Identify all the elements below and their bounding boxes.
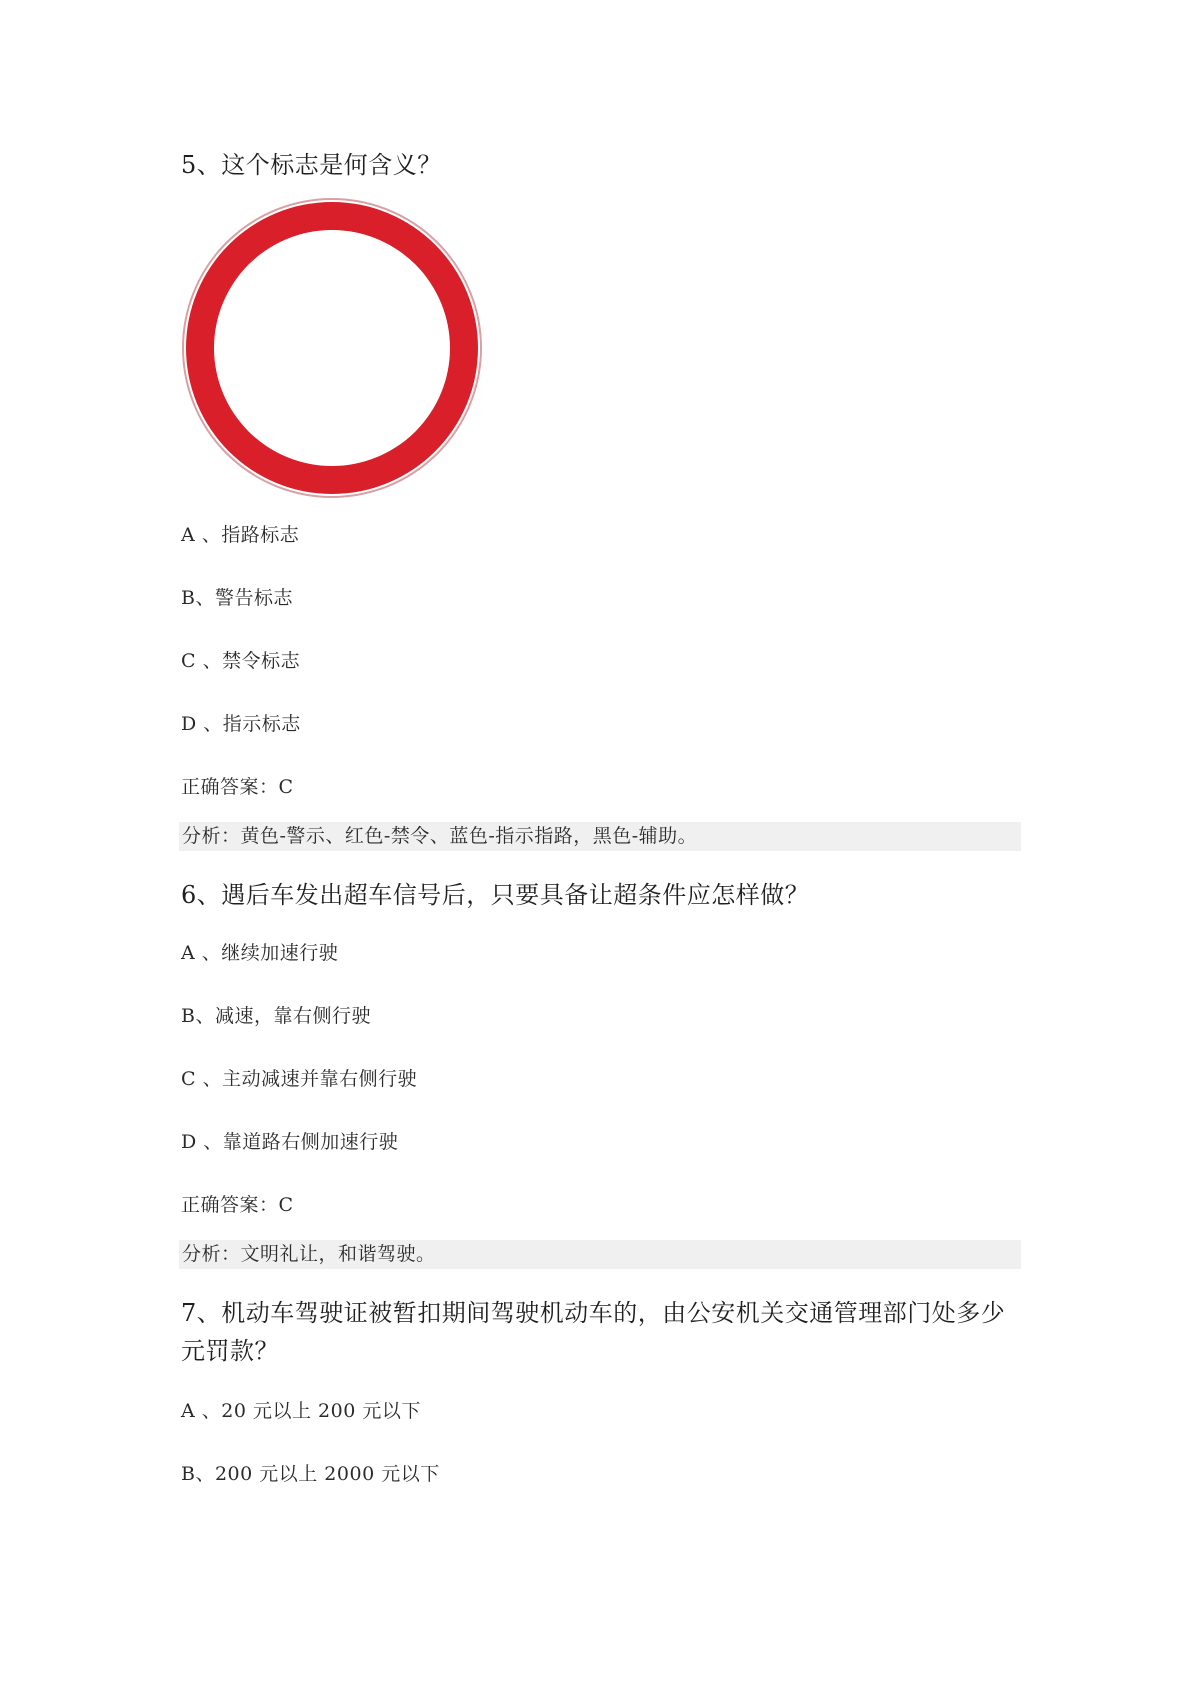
question-6-analysis: 分析：文明礼让，和谐驾驶。	[179, 1240, 1021, 1269]
question-5-title: 5、这个标志是何含义？	[181, 151, 442, 179]
question-5-option-c[interactable]: C 、禁令标志	[181, 650, 301, 672]
question-5-option-d[interactable]: D 、指示标志	[181, 713, 301, 735]
question-5-answer: 正确答案：C	[181, 776, 294, 798]
question-6-option-b[interactable]: B、减速，靠右侧行驶	[181, 1005, 371, 1027]
question-6-option-a[interactable]: A 、继续加速行驶	[181, 942, 339, 964]
question-7-title: 7、机动车驾驶证被暂扣期间驾驶机动车的，由公安机关交通管理部门处多少元罚款？	[181, 1299, 1006, 1365]
question-6-option-d[interactable]: D 、靠道路右侧加速行驶	[181, 1131, 399, 1153]
question-6-option-c[interactable]: C 、主动减速并靠右侧行驶	[181, 1068, 418, 1090]
prohibition-sign-icon	[181, 197, 483, 499]
question-5-option-a[interactable]: A 、指路标志	[181, 524, 300, 546]
question-6-answer: 正确答案：C	[181, 1194, 294, 1216]
question-7-option-b[interactable]: B、200 元以上 2000 元以下	[181, 1463, 440, 1485]
question-6-title: 6、遇后车发出超车信号后，只要具备让超条件应怎样做？	[181, 881, 810, 909]
question-5-analysis: 分析：黄色-警示、红色-禁令、蓝色-指示指路，黑色-辅助。	[179, 822, 1021, 851]
question-5-option-b[interactable]: B、警告标志	[181, 587, 293, 609]
question-7-option-a[interactable]: A 、20 元以上 200 元以下	[181, 1400, 421, 1422]
